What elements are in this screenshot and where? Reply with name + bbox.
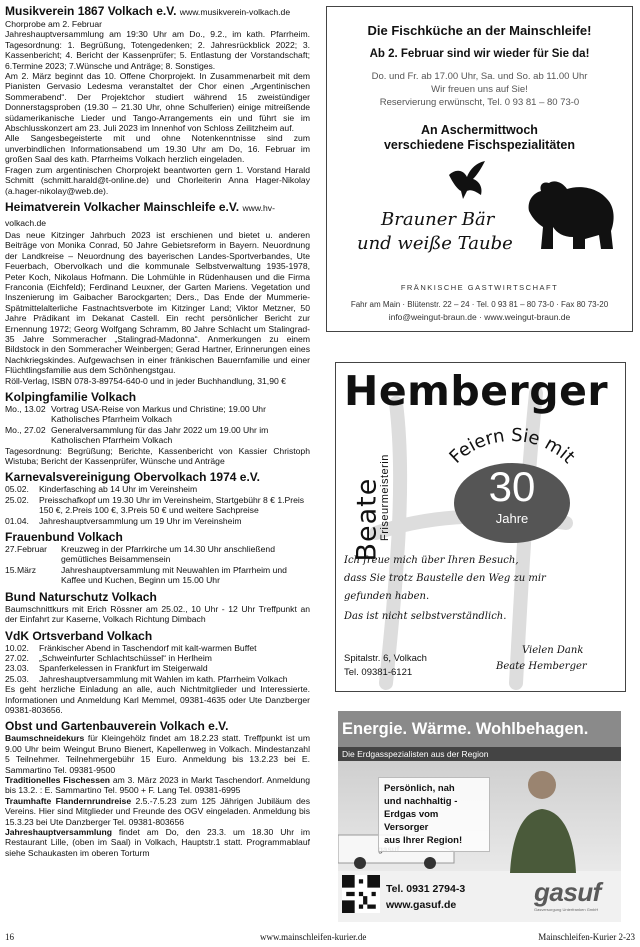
section-url[interactable]: www.hv-volkach.de <box>5 202 275 228</box>
paragraph: Fragen zum argentinischen Chorprojekt beantworten gern 1. Vorstand Harald Schmitt (schmitt.harald@t-online.de) und Chorleiterin Anna Hager-Nikolay (a.hager-nikolay@web.de). <box>5 164 310 196</box>
ad-role: Friseurmeisterin <box>379 454 391 541</box>
section-title-frauenbund: Frauenbund Volkach <box>5 530 123 545</box>
page-footer <box>0 929 640 947</box>
person-icon <box>500 763 580 873</box>
ad-note: Ich freue mich über Ihren Besuch, <box>344 555 519 566</box>
section-title-kolping: Kolpingfamilie Volkach <box>5 390 137 404</box>
ad-hemberger <box>335 362 626 692</box>
event-row: 15.März Jahreshauptversammlung mit Neuwahlen im Pfarrheim und Kaffee und Kuchen, Beginn um 15.00 Uhr <box>5 564 287 586</box>
ad-subhead: Die Erdgasspezialisten aus der Region <box>338 747 621 761</box>
ad-brand: Brauner Bär <box>381 209 495 230</box>
event-row: 25.02. Preisschafkopf um 19.30 Uhr im Vereinsheim, Startgebühr 8 € 1.Preis 150 €, 2.Preis 100 €, 3.Preis 50 € und weitere Sachpreise <box>5 494 305 516</box>
bear-icon <box>523 171 619 251</box>
ad-fischkueche <box>326 6 633 332</box>
section-title-naturschutz: Bund Naturschutz Volkach <box>5 589 157 604</box>
paragraph: Es geht herzliche Einladung an alle, auch Nichtmitglieder und Interessierte. Informationen und Anmeldung Karl Memmel, 09381-4635 oder Ute Danzberger 09381-803656. <box>5 684 310 715</box>
ad-address: Fahr am Main · Blütenstr. 22 – 24 · Tel. 0 93 81 – 80 73-0 · Fax 80 73-20 <box>350 300 609 309</box>
event-row: 23.03. Spanferkelessen in Frankfurt im Steigerwald <box>5 663 208 674</box>
paragraph: Tagesordnung: Begrüßung; Berichte, Kassenbericht von Kassier Christoph Wistuba; Bericht der Kassenprüfer, Wünsche und Anträge <box>5 445 310 467</box>
ad-phone: Tel. 09381-6121 <box>344 667 413 678</box>
ad-first-name: Beate <box>351 477 383 562</box>
event-row: Mo., 13.02 Vortrag USA-Reise von Markus und Christine; 19.00 Uhr Katholisches Pfarrheim Volkach <box>5 404 266 425</box>
dove-icon <box>445 161 493 201</box>
paragraph: Baumschnittkurs mit Erich Rössner am 25.02., 10 Uhr - 12 Uhr Treffpunkt an der Einfahrt zur Kaserne, Volkach Richtung Dimbach <box>5 603 310 625</box>
qr-code-icon[interactable] <box>342 875 380 913</box>
paragraph: Traditionelles Fischessen am 3. März 2023 in Markt Taschendorf. Anmeldung bis 13.2. : E. Sammartino Tel. 9500 + F. Lang Tel. 09381-6995 <box>5 774 310 796</box>
ad-headline: Energie. Wärme. Wohlbehagen. <box>338 711 621 747</box>
section-title-heimatverein: Heimatverein Volkacher Mainschleife e.V. www.hv-volkach.de <box>5 199 275 228</box>
ad-special: An Aschermittwoch <box>421 123 538 137</box>
event-row: 27.Februar Kreuzweg in der Pfarrkirche um 14.30 Uhr anschließend gemütliches Beisammensein <box>5 544 275 565</box>
paragraph: Röll-Verlag, ISBN 078-3-89754-640-0 und in jeder Buchhandlung, 31,90 € <box>5 375 286 386</box>
ad-signature: Beate Hemberger <box>496 661 587 672</box>
section-url[interactable]: www.musikverein-volkach.de <box>179 7 291 17</box>
paragraph: Traumhafte Flandernrundreise 2.5.-7.5.23 zum 125 Jährigen Jubiläum des Vereins. Hier sind Mitglieder und Freunde des OGV eingeladen. Anmeldung bis 15.3.23 bei Ute Danzberger Tel. 09381-803656 <box>5 795 310 827</box>
footer-url[interactable]: www.mainschleifen-kurier.de <box>260 932 367 942</box>
ad-anniversary-label: Jahre <box>495 511 529 526</box>
ad-tagline: FRÄNKISCHE GASTWIRTSCHAFT <box>400 283 559 292</box>
paragraph: Das neue Kitzinger Jahrbuch 2023 ist erschienen und bietet u. anderen Beiträge von Monika Conrad, 50 Jahre Gebietsreform in Bayern. Neuordnung der Landkreise – Neuordnung des bayerischen Landes-Sportverbandes, Ute Feuerbach, Obervolkach und die kommunale Selbstverwaltung 1935-1978, Peter Koch, Nikolaus Hofmann. Die Lohmühle in Rüdenhausen und die Firma Franconia (Eichfeld); Ferdinand Leuxner, der Garten Mariens. Vegetation und Inszenierung im Gaibacher Barockgarten; Ders., Das Ende der Mummerie- Spätmittelalterliche Fastnachtsverbote im Kitzinger Land; Viktor Metzner, 50 Jahre Prädikant im Dekanat Castell. Ein recht persönlicher Bericht zur Ernennung 1972; Georg Wolfgang Schramm, 80 Jahre Schlacht um Stalingrad- 35 Jahre Sommeracher „Stalingrad-Madonna“. Anmerkungen zu einem Bildstock in den Sommeracher Weinbergen; Gerad Hartner, Erinnerungen eines Nachkriegskindes. Aufgewachsen in einer fränkischen Bauernfamilie und einer Flüchtlingsfamilie aus dem Schönhengstgau. <box>5 229 310 376</box>
paragraph: Baumschneidekurs für Kleingehölz findet am 18.2.23 statt. Treffpunkt ist um 9.00 Uhr beim Weingut Bruno Bienert, Kapellenweg in Volkach. Mindestanzahl 5 Teilnehmer. Teilnehmergebühr 15 Euro. Anmeldung bis 13.2.23 bei E. Sammartino Tel. 09381-9500 <box>5 733 310 775</box>
section-title-obst: Obst und Gartenbauverein Volkach e.V. <box>5 719 229 734</box>
gasuf-logo-subtitle: Gasversorgung Unterfranken GmbH <box>534 907 599 912</box>
event-row: Mo., 27.02 Generalversammlung für das Jahr 2022 um 19.00 Uhr im Katholischen Pfarrheim Volkach <box>5 424 269 446</box>
ad-hours: Do. und Fr. ab 17.00 Uhr, Sa. und So. ab 11.00 Uhr <box>371 71 588 82</box>
section-title-vdk: VdK Ortsverband Volkach <box>5 628 153 643</box>
ad-address: Spitalstr. 6, Volkach <box>344 653 427 664</box>
ad-subhead: Ab 2. Februar sind wir wieder für Sie da! <box>369 48 590 60</box>
ad-special: verschiedene Fischspezialitäten <box>383 138 576 152</box>
ad-note: dass Sie trotz Baustelle den Weg zu mir <box>344 573 546 584</box>
ad-web[interactable]: info@weingut-braun.de · www.weingut-braun.de <box>388 312 571 322</box>
ad-logo-area <box>327 157 632 275</box>
ad-brand: und weiße Taube <box>357 233 513 254</box>
ad-note: gefunden haben. <box>344 591 430 602</box>
event-row: 27.02. „Schweinfurter Schlachtschüssel“ in Herlheim <box>5 652 212 663</box>
event-row: 10.02. Fränkischer Abend in Taschendorf mit kalt-warmen Buffet <box>5 642 257 653</box>
gasuf-logo: gasuf <box>534 877 601 907</box>
footer-issue: Mainschleifen-Kurier 2-23 <box>538 932 635 942</box>
ad-name: Hemberger <box>344 367 609 415</box>
page-number: 16 <box>5 932 14 942</box>
ad-gasuf <box>338 711 621 922</box>
section-title-karneval: Karnevalsvereinigung Obervolkach 1974 e.V. <box>5 470 261 485</box>
paragraph: Jahreshauptversammlung am 19:30 Uhr am Do., 9.2., im kath. Pfarrheim. Tagesordnung: 1. Begrüßung, Totengedenken; 2. Jahresrückblick 2022; 3. Kassenbericht; 4. Bericht der Kassenprüfer; 5. Entlastung der Vorstandschaft; 6.Termine 2023; 7.Wünsche und Anträge; 8. Sonstiges. <box>5 29 310 71</box>
paragraph: Chorprobe am 2. Februar <box>5 19 102 29</box>
ad-hours: Reservierung erwünscht, Tel. 0 93 81 – 80 73-0 <box>379 97 580 108</box>
ad-hours: Wir freuen uns auf Sie! <box>431 84 528 95</box>
ad-note: Das ist nicht selbstverständlich. <box>344 611 507 622</box>
ad-arc-text: Feiern Sie mit <box>445 424 579 468</box>
section-title-musikverein: Musikverein 1867 Volkach e.V. www.musikverein-volkach.de <box>5 4 291 18</box>
ad-slogan: Persönlich, nah und nachhaltig - Erdgas vom Versorger aus Ihrer Region! <box>378 777 490 852</box>
paragraph: Jahreshauptversammlung findet am Do, den 23.3. um 18.30 Uhr im Restaurant Lille, (oben im Saal) in Volkach, Hauptstr.1 statt. Programmablauf siehe Schaukasten im oberen Torturm <box>5 827 310 858</box>
paragraph: Alle Sangesbegeisterte mit und ohne Notenkenntnisse sind zum unverbindlichen Informationsabend um 19.30 Uhr am Do, 16. Februar im großen Saal des kath. Pfarrheims Volkach herzlich eingeladen. <box>5 133 310 165</box>
event-row: 01.04. Jahreshauptversammlung um 19 Uhr im Vereinsheim <box>5 515 242 526</box>
article-column <box>5 4 310 924</box>
ad-anniversary-number: 30 <box>488 463 536 510</box>
ad-headline: Die Fischküche an der Mainschleife! <box>367 23 592 38</box>
ad-signature: Vielen Dank <box>522 645 584 656</box>
ad-phone: Tel. 0931 2794-3 <box>386 883 466 895</box>
event-row: 25.03. Jahreshauptversammlung mit Wahlen im kath. Pfarrheim Volkach <box>5 673 288 684</box>
event-row: 05.02. Kinderfasching ab 14 Uhr im Vereinsheim <box>5 484 198 495</box>
paragraph: Am 2. März beginnt das 10. Offene Chorprojekt. In Zusammenarbeit mit dem Pianisten Gervasio Ledesma veranstaltet der Chor einen „Argentinischen Sommerabend“. Der Projektchor studiert während 15 zweistündiger Donnerstagsproben (19.30 – 21.30 Uhr, ohne Schulferien) einige mitreißende südamerikanische Lieder und Tango-Arrangements ein und führt sie im Abschlusskonzert am 23. Juli 2023 im Innenhof von Schloss Zeilitzheim auf. <box>5 71 310 134</box>
ad-web[interactable]: www.gasuf.de <box>386 899 457 911</box>
